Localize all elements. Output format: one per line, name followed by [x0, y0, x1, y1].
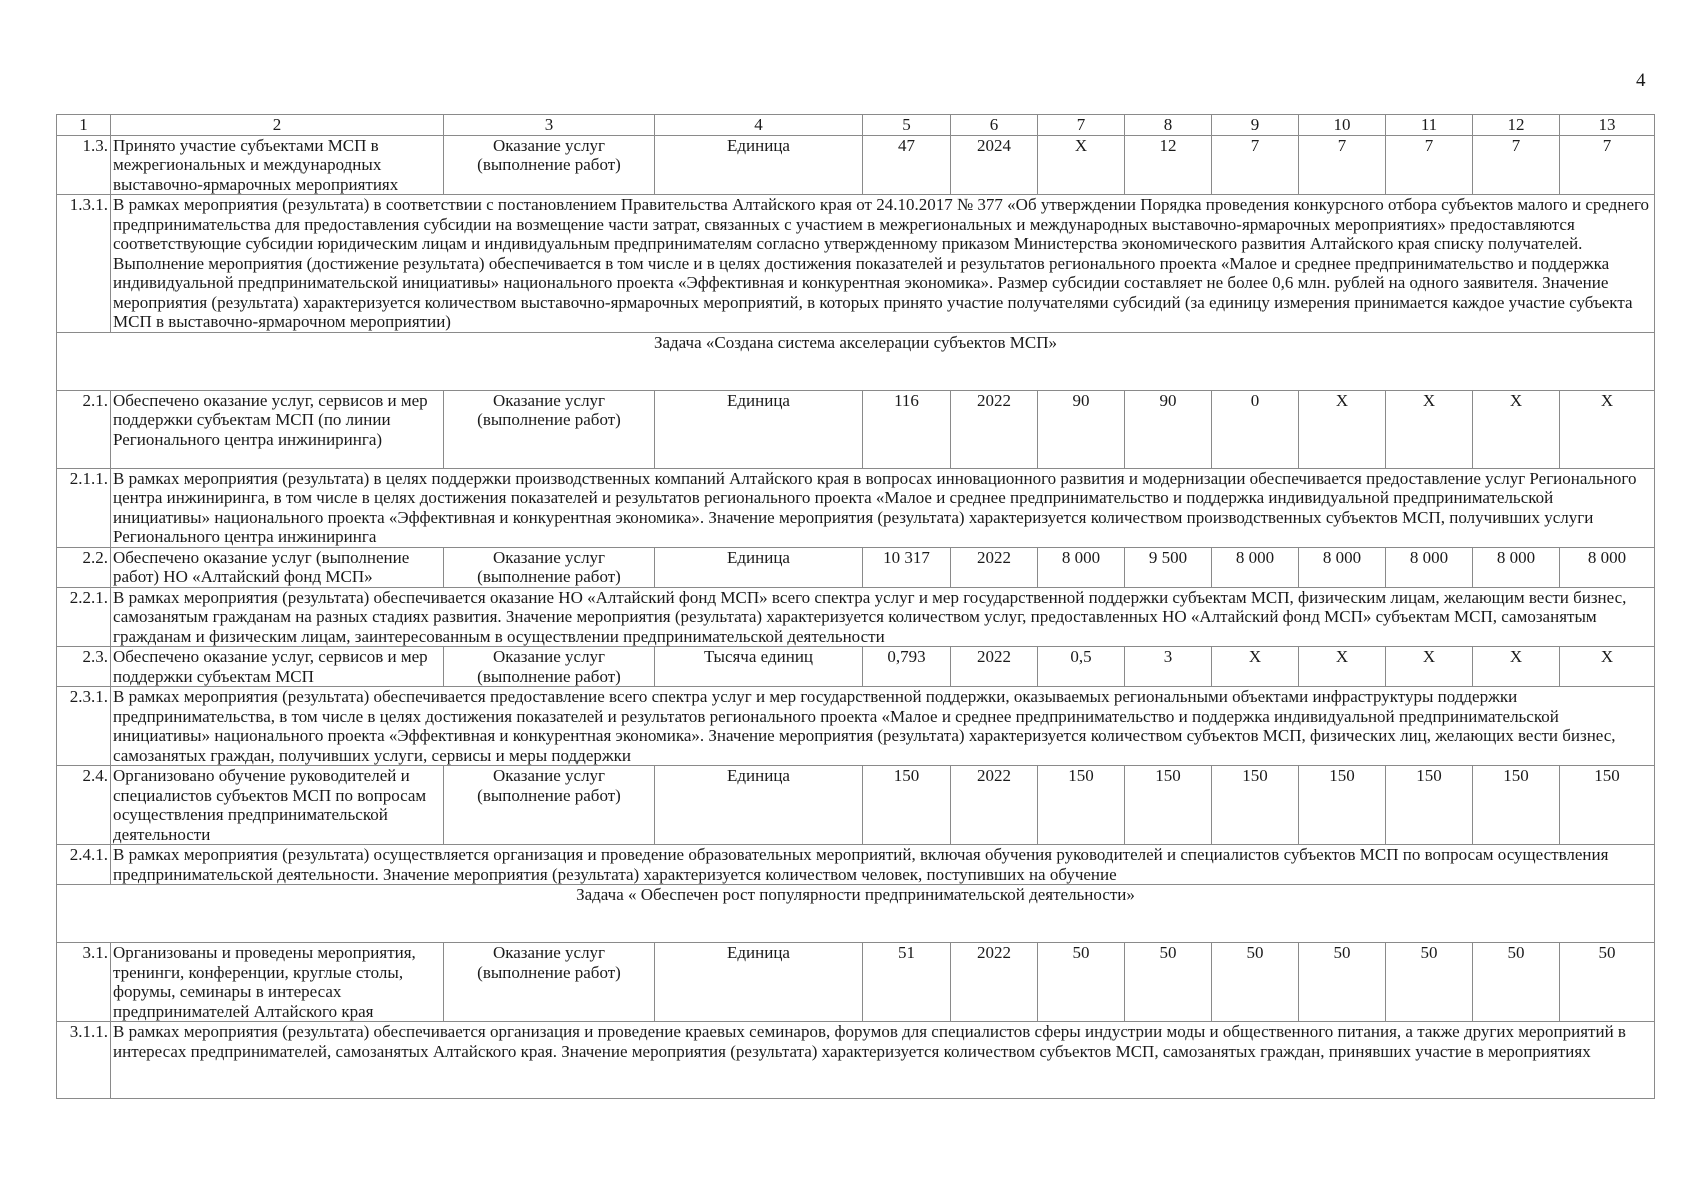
description-row	[57, 195, 1655, 333]
column-number: 4	[655, 115, 863, 136]
value-cell: X	[1560, 647, 1655, 687]
row-number: 2.3.1.	[57, 687, 111, 766]
value-cell: 12	[1125, 135, 1212, 195]
column-number: 12	[1473, 115, 1560, 136]
table-row	[57, 766, 1655, 845]
unit: Единица	[655, 390, 863, 468]
value-cell: 50	[1212, 943, 1299, 1022]
task-title: Задача « Обеспечен рост популярности предпринимательской деятельности»	[57, 885, 1655, 943]
row-number: 3.1.	[57, 943, 111, 1022]
result-type: Оказание услуг (выполнение работ)	[444, 766, 655, 845]
result-type: Оказание услуг (выполнение работ)	[444, 647, 655, 687]
result-name: Принято участие субъектами МСП в межрегиональных и международных выставочно-ярмарочных мероприятиях	[111, 135, 444, 195]
value-cell: X	[1473, 390, 1560, 468]
value-cell: 150	[1125, 766, 1212, 845]
value-cell: 90	[1125, 390, 1212, 468]
description-text: В рамках мероприятия (результата) в целях поддержки производственных компаний Алтайского края в вопросах инновационного развития и модернизации обеспечивается предоставление услуг Регионального центра инжиниринга, в том числе в целях достижения показателей и результатов регионального проекта «Малое и среднее предпринимательство и поддержка индивидуальной предпринимательской инициативы» национального проекта «Эффективная и конкурентная экономика». Значение мероприятия (результата) характеризуется количеством производственных субъектов МСП, получивших услуги Регионального центра инжиниринга	[111, 468, 1655, 547]
value-cell: 0	[1212, 390, 1299, 468]
value-cell: 8 000	[1386, 547, 1473, 587]
value-cell: X	[1386, 647, 1473, 687]
value-cell: 0,5	[1038, 647, 1125, 687]
column-number: 1	[57, 115, 111, 136]
unit: Единица	[655, 547, 863, 587]
value-cell: 50	[1125, 943, 1212, 1022]
description-row	[57, 1022, 1655, 1099]
value-cell: 2022	[951, 547, 1038, 587]
value-cell: 51	[863, 943, 951, 1022]
value-cell: 2022	[951, 943, 1038, 1022]
result-name: Обеспечено оказание услуг, сервисов и мер поддержки субъектам МСП (по линии Регионального центра инжиниринга)	[111, 390, 444, 468]
row-number: 1.3.	[57, 135, 111, 195]
value-cell: 50	[1560, 943, 1655, 1022]
value-cell: 150	[1299, 766, 1386, 845]
task-title: Задача «Создана система акселерации субъектов МСП»	[57, 332, 1655, 390]
value-cell: 2022	[951, 647, 1038, 687]
value-cell: X	[1299, 390, 1386, 468]
result-type: Оказание услуг (выполнение работ)	[444, 943, 655, 1022]
task-row	[57, 885, 1655, 943]
value-cell: 7	[1212, 135, 1299, 195]
value-cell: 150	[1473, 766, 1560, 845]
table-row	[57, 135, 1655, 195]
value-cell: 47	[863, 135, 951, 195]
row-number: 2.1.	[57, 390, 111, 468]
value-cell: X	[1299, 647, 1386, 687]
value-cell: 10 317	[863, 547, 951, 587]
column-number: 13	[1560, 115, 1655, 136]
value-cell: 0,793	[863, 647, 951, 687]
column-number: 10	[1299, 115, 1386, 136]
value-cell: 7	[1299, 135, 1386, 195]
value-cell: X	[1473, 647, 1560, 687]
value-cell: 2022	[951, 390, 1038, 468]
description-text: В рамках мероприятия (результата) в соответствии с постановлением Правительства Алтайского края от 24.10.2017 № 377 «Об утверждении Порядка проведения конкурсного отбора субъектов малого и среднего предпринимательства для предоставления субсидии на возмещение части затрат, связанных с участием в межрегиональных и международных выставочно-ярмарочных мероприятиях» предоставляются соответствующие субсидии юридическим лицам и индивидуальным предпринимателям согласно утвержденному приказом Министерства экономического развития Алтайского края списку получателей. Выполнение мероприятия (достижение результата) обеспечивается в том числе и в целях достижения показателей и результатов регионального проекта «Малое и среднее предпринимательство и поддержка индивидуальной предпринимательской инициативы» национального проекта «Эффективная и конкурентная экономика». Размер субсидии составляет не более 0,6 млн. рублей на одного заявителя. Значение мероприятия (результата) характеризуется количеством выставочно-ярмарочных мероприятий, в которых принято участие получателями субсидий (за единицу измерения принимается каждое участие субъекта МСП в выставочно-ярмарочном мероприятии)	[111, 195, 1655, 333]
column-number: 11	[1386, 115, 1473, 136]
row-number: 2.3.	[57, 647, 111, 687]
result-name: Организовано обучение руководителей и специалистов субъектов МСП по вопросам осуществления предпринимательской деятельности	[111, 766, 444, 845]
value-cell: X	[1038, 135, 1125, 195]
column-number-row	[57, 115, 1655, 136]
row-number: 2.4.1.	[57, 845, 111, 885]
description-text: В рамках мероприятия (результата) осуществляется организация и проведение образовательных мероприятий, включая обучения руководителей и специалистов субъектов МСП по вопросам осуществления предпринимательской деятельности. Значение мероприятия (результата) характеризуется количеством человек, поступивших на обучение	[111, 845, 1655, 885]
description-row	[57, 845, 1655, 885]
value-cell: 3	[1125, 647, 1212, 687]
result-type: Оказание услуг (выполнение работ)	[444, 390, 655, 468]
value-cell: 150	[1560, 766, 1655, 845]
row-number: 2.2.	[57, 547, 111, 587]
value-cell: 2024	[951, 135, 1038, 195]
unit: Единица	[655, 943, 863, 1022]
description-text: В рамках мероприятия (результата) обеспечивается оказание НО «Алтайский фонд МСП» всего спектра услуг и мер государственной поддержки субъектам МСП, физическим лицам, желающим вести бизнес, самозанятым гражданам на разных стадиях развития. Значение мероприятия (результата) характеризуется количеством услуг, предоставленных НО «Алтайский фонд МСП» субъектам МСП, самозанятым гражданам и физическим лицам, заинтересованным в осуществлении предпринимательской деятельности	[111, 587, 1655, 647]
unit: Тысяча единиц	[655, 647, 863, 687]
value-cell: 7	[1386, 135, 1473, 195]
value-cell: 8 000	[1299, 547, 1386, 587]
value-cell: 50	[1473, 943, 1560, 1022]
value-cell: X	[1212, 647, 1299, 687]
value-cell: 150	[1038, 766, 1125, 845]
value-cell: 2022	[951, 766, 1038, 845]
results-table	[56, 114, 1655, 1099]
column-number: 9	[1212, 115, 1299, 136]
row-number: 2.4.	[57, 766, 111, 845]
row-number: 2.2.1.	[57, 587, 111, 647]
column-number: 5	[863, 115, 951, 136]
description-text: В рамках мероприятия (результата) обеспечивается предоставление всего спектра услуг и мер государственной поддержки, оказываемых региональными объектами инфраструктуры поддержки предпринимательства, в том числе в целях достижения показателей и результатов регионального проекта «Малое и среднее предпринимательство и поддержка индивидуальной предпринимательской инициативы» национального проекта «Эффективная и конкурентная экономика». Значение мероприятия (результата) характеризуется количеством субъектов МСП, физических лиц, желающих вести бизнес, самозанятых граждан, получивших услуги, сервисы и меры поддержки	[111, 687, 1655, 766]
value-cell: 8 000	[1038, 547, 1125, 587]
row-number: 1.3.1.	[57, 195, 111, 333]
table-row	[57, 943, 1655, 1022]
value-cell: 7	[1560, 135, 1655, 195]
value-cell: 8 000	[1560, 547, 1655, 587]
row-number: 2.1.1.	[57, 468, 111, 547]
value-cell: 116	[863, 390, 951, 468]
description-row	[57, 587, 1655, 647]
unit: Единица	[655, 766, 863, 845]
value-cell: 7	[1473, 135, 1560, 195]
value-cell: 8 000	[1473, 547, 1560, 587]
result-name: Обеспечено оказание услуг, сервисов и мер поддержки субъектам МСП	[111, 647, 444, 687]
table-row	[57, 390, 1655, 468]
column-number: 6	[951, 115, 1038, 136]
result-type: Оказание услуг (выполнение работ)	[444, 135, 655, 195]
value-cell: 150	[1212, 766, 1299, 845]
table-row	[57, 647, 1655, 687]
table-row	[57, 547, 1655, 587]
result-name: Обеспечено оказание услуг (выполнение работ) НО «Алтайский фонд МСП»	[111, 547, 444, 587]
value-cell: 50	[1038, 943, 1125, 1022]
unit: Единица	[655, 135, 863, 195]
value-cell: 150	[1386, 766, 1473, 845]
column-number: 7	[1038, 115, 1125, 136]
result-type: Оказание услуг (выполнение работ)	[444, 547, 655, 587]
value-cell: 8 000	[1212, 547, 1299, 587]
row-number: 3.1.1.	[57, 1022, 111, 1099]
value-cell: 50	[1299, 943, 1386, 1022]
description-text: В рамках мероприятия (результата) обеспечивается организация и проведение краевых семинаров, форумов для специалистов сферы индустрии моды и общественного питания, а также других мероприятий в интересах предпринимателей, самозанятых Алтайского края. Значение мероприятия (результата) характеризуется количеством субъектов МСП, самозанятых граждан, принявших участие в мероприятиях	[111, 1022, 1655, 1099]
result-name: Организованы и проведены мероприятия, тренинги, конференции, круглые столы, форумы, семинары в интересах предпринимателей Алтайского края	[111, 943, 444, 1022]
description-row	[57, 468, 1655, 547]
value-cell: 9 500	[1125, 547, 1212, 587]
description-row	[57, 687, 1655, 766]
value-cell: X	[1560, 390, 1655, 468]
page-number: 4	[1636, 70, 1646, 91]
task-row	[57, 332, 1655, 390]
value-cell: 90	[1038, 390, 1125, 468]
column-number: 3	[444, 115, 655, 136]
column-number: 8	[1125, 115, 1212, 136]
value-cell: 150	[863, 766, 951, 845]
value-cell: X	[1386, 390, 1473, 468]
value-cell: 50	[1386, 943, 1473, 1022]
column-number: 2	[111, 115, 444, 136]
